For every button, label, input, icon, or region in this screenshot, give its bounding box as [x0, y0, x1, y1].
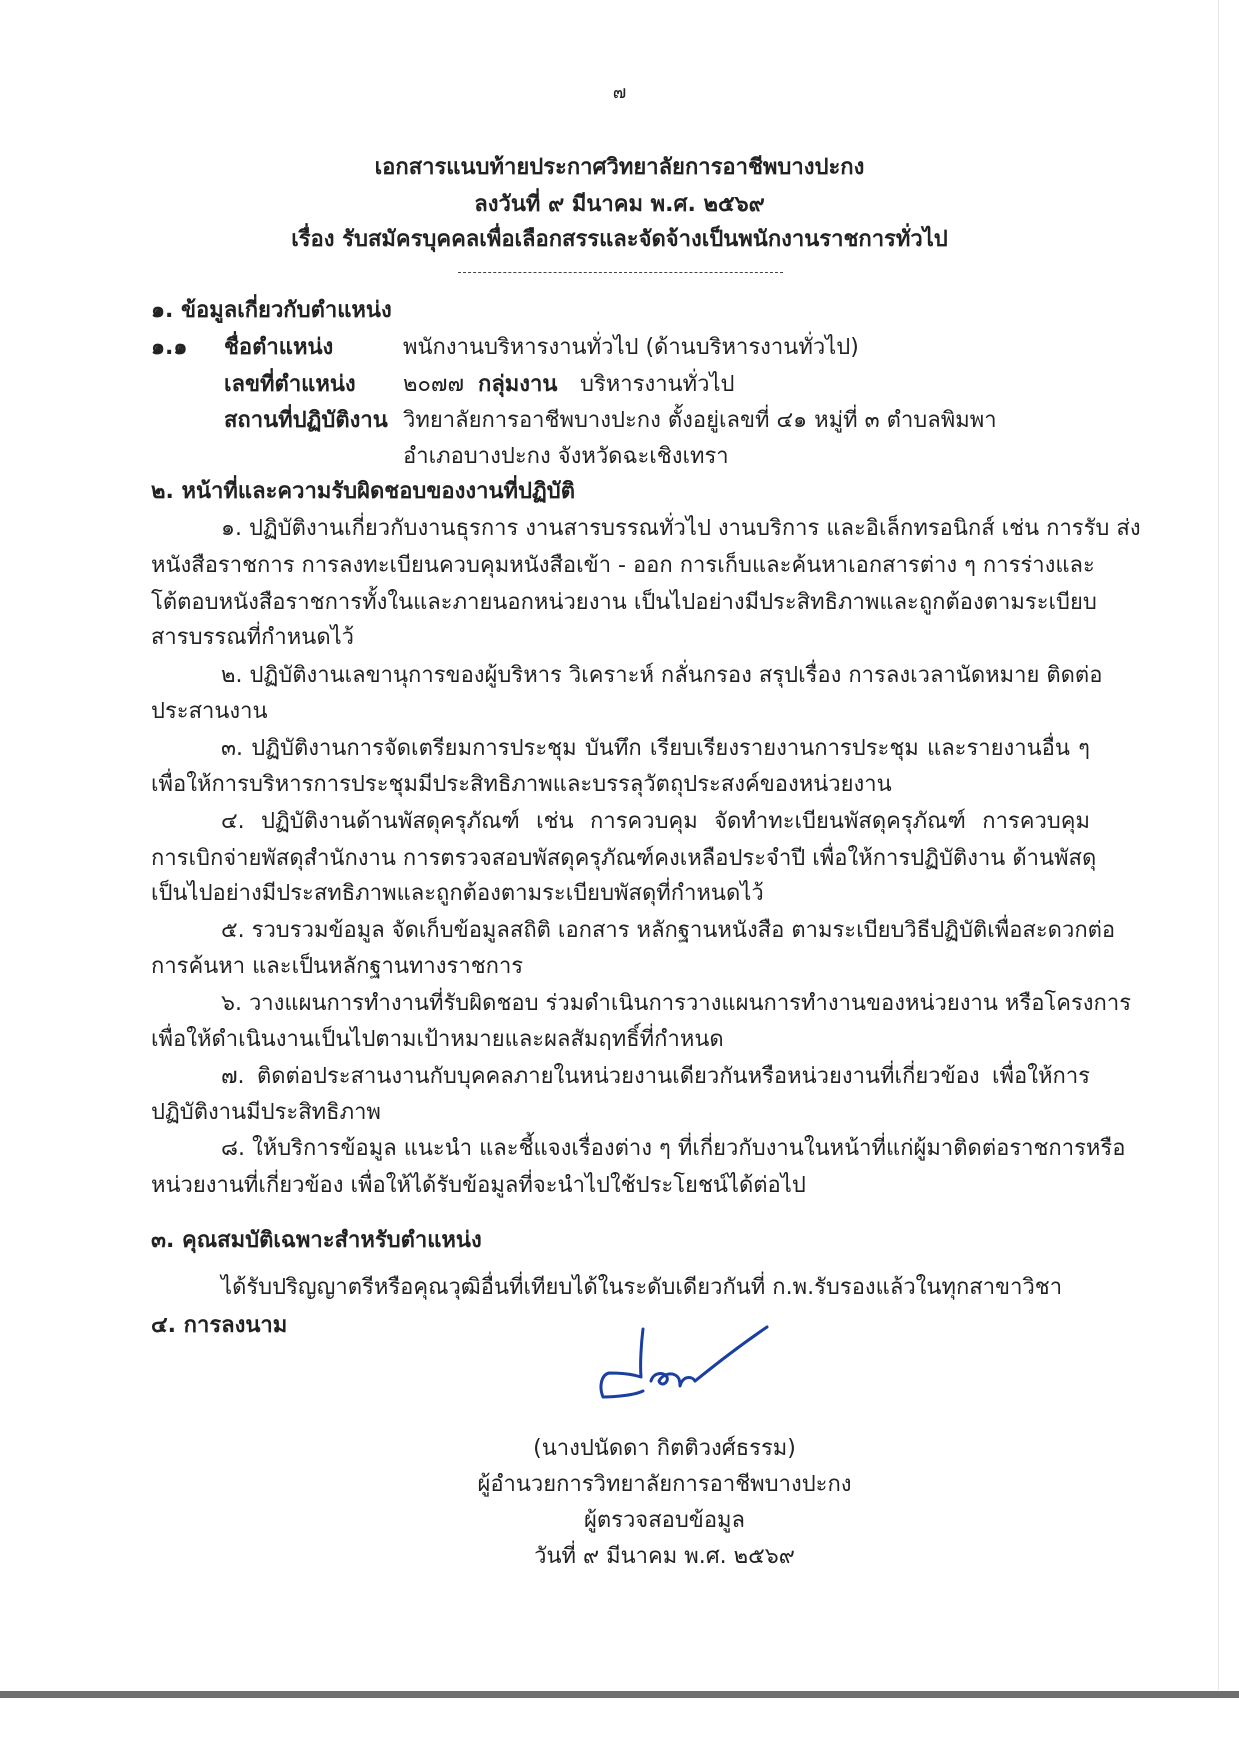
duty-line: ๔. ปฏิบัติงานด้านพัสดุครุภัณฑ์ เช่น การควบคุม จัดทำทะเบียนพัสดุครุภัณฑ์ การควบคุม — [221, 809, 1090, 834]
signer-role: ผู้ตรวจสอบข้อมูล — [583, 1508, 746, 1533]
duty-line: ประสานงาน — [151, 699, 268, 724]
duty-line: เพื่อให้การบริหารการประชุมมีประสิทธิภาพและบรรลุวัตถุประสงค์ของหน่วยงาน — [151, 772, 892, 797]
duty-line: ๒. ปฏิบัติงานเลขานุการของผู้บริหาร วิเคราะห์ กลั่นกรอง สรุปเรื่อง การลงเวลานัดหมาย ติดต่อ — [221, 663, 1103, 688]
doc-subject: เรื่อง รับสมัครบุคคลเพื่อเลือกสรรและจัดจ้างเป็นพนักงานราชการทั่วไป — [291, 227, 948, 252]
section3-heading: ๓. คุณสมบัติเฉพาะสำหรับตำแหน่ง — [151, 1228, 482, 1253]
doc-date: ลงวันที่ ๙ มีนาคม พ.ศ. ๒๕๖๙ — [474, 192, 765, 217]
page-number: ๗ — [612, 82, 627, 103]
location-line-2: อำเภอบางปะกง จังหวัดฉะเชิงเทรา — [403, 444, 729, 469]
duty-line: หน่วยงานที่เกี่ยวข้อง เพื่อให้ได้รับข้อมูลที่จะนำไปใช้ประโยชน์ได้ต่อไป — [151, 1173, 806, 1198]
duty-line: ๑. ปฏิบัติงานเกี่ยวกับงานธุรการ งานสารบรรณทั่วไป งานบริการ และอิเล็กทรอนิกส์ เช่น การรับ ส่ง — [221, 516, 1141, 541]
duty-line: เพื่อให้ดำเนินงานเป็นไปตามเป้าหมายและผลสัมฤทธิ์ที่กำหนด — [151, 1027, 724, 1052]
number-label: เลขที่ตำแหน่ง — [224, 372, 356, 397]
duty-line: ปฏิบัติงานมีประสิทธิภาพ — [151, 1100, 381, 1125]
duty-line: ๕. รวบรวมข้อมูล จัดเก็บข้อมูลสถิติ เอกสาร หลักฐานหนังสือ ตามระเบียบวิธีปฏิบัติเพื่อสะดวกต่อ — [221, 918, 1116, 943]
position-value: พนักงานบริหารงานทั่วไป (ด้านบริหารงานทั่วไป) — [403, 335, 859, 360]
signer-name: (นางปนัดดา กิตติวงศ์ธรรม) — [533, 1436, 796, 1461]
group-label: กลุ่มงาน — [478, 372, 558, 397]
divider — [458, 272, 783, 273]
duty-line: ๗. ติดต่อประสานงานกับบุคคลภายในหน่วยงานเดียวกันหรือหน่วยงานที่เกี่ยวข้อง เพื่อให้การ — [221, 1064, 1090, 1089]
location-label: สถานที่ปฏิบัติงาน — [224, 408, 388, 433]
duty-line: หนังสือราชการ การลงทะเบียนควบคุมหนังสือเข้า - ออก การเก็บและค้นหาเอกสารต่าง ๆ การร่างและ — [151, 553, 1095, 578]
signer-title: ผู้อำนวยการวิทยาลัยการอาชีพบางปะกง — [477, 1472, 852, 1497]
duty-line: โต้ตอบหนังสือราชการทั้งในและภายนอกหน่วยงาน เป็นไปอย่างมีประสิทธิภาพและถูกต้องตามระเบียบ — [151, 590, 1097, 615]
item-number: ๑.๑ — [151, 335, 188, 360]
duty-line: ๓. ปฏิบัติงานการจัดเตรียมการประชุม บันทึก เรียบเรียงรายงานการประชุม และรายงานอื่น ๆ — [221, 736, 1090, 761]
duty-line: ๖. วางแผนการทำงานที่รับผิดชอบ ร่วมดำเนินการวางแผนการทำงานของหน่วยงาน หรือโครงการ — [221, 991, 1132, 1016]
section1-heading: ๑. ข้อมูลเกี่ยวกับตำแหน่ง — [151, 298, 392, 323]
duty-line: เป็นไปอย่างมีประสทธิภาพและถูกต้องตามระเบียบพัสดุที่กำหนดไว้ — [151, 881, 764, 906]
scan-bottom-bar — [0, 1691, 1239, 1698]
duty-line: ๘. ให้บริการข้อมูล แนะนำ และชี้แจงเรื่องต่าง ๆ ที่เกี่ยวกับงานในหน้าที่แก่ผู้มาติดต่อราชการหรือ — [221, 1136, 1126, 1161]
group-value: บริหารงานทั่วไป — [580, 372, 735, 397]
number-value: ๒๐๗๗ — [403, 372, 465, 397]
duty-line: การเบิกจ่ายพัสดุสำนักงาน การตรวจสอบพัสดุครุภัณฑ์คงเหลือประจำปี เพื่อให้การปฏิบัติงาน ด้านพัสดุ — [151, 846, 1097, 871]
signed-date: วันที่ ๙ มีนาคม พ.ศ. ๒๕๖๙ — [534, 1544, 795, 1569]
section4-heading: ๔. การลงนาม — [151, 1313, 288, 1338]
doc-title: เอกสารแนบท้ายประกาศวิทยาลัยการอาชีพบางปะกง — [374, 155, 865, 180]
position-label: ชื่อตำแหน่ง — [224, 335, 334, 360]
duty-line: การค้นหา และเป็นหลักฐานทางราชการ — [151, 954, 524, 979]
duty-line: สารบรรณที่กำหนดไว้ — [151, 625, 355, 650]
section2-heading: ๒. หน้าที่และความรับผิดชอบของงานที่ปฏิบัติ — [151, 479, 576, 504]
signature — [595, 1325, 775, 1405]
qualification-text: ได้รับปริญญาตรีหรือคุณวุฒิอื่นที่เทียบได้ในระดับเดียวกันที่ ก.พ.รับรองแล้วในทุกสาขาวิชา — [221, 1275, 1063, 1300]
location-line-1: วิทยาลัยการอาชีพบางปะกง ตั้งอยู่เลขที่ ๔๑ หมู่ที่ ๓ ตำบลพิมพา — [403, 408, 997, 433]
